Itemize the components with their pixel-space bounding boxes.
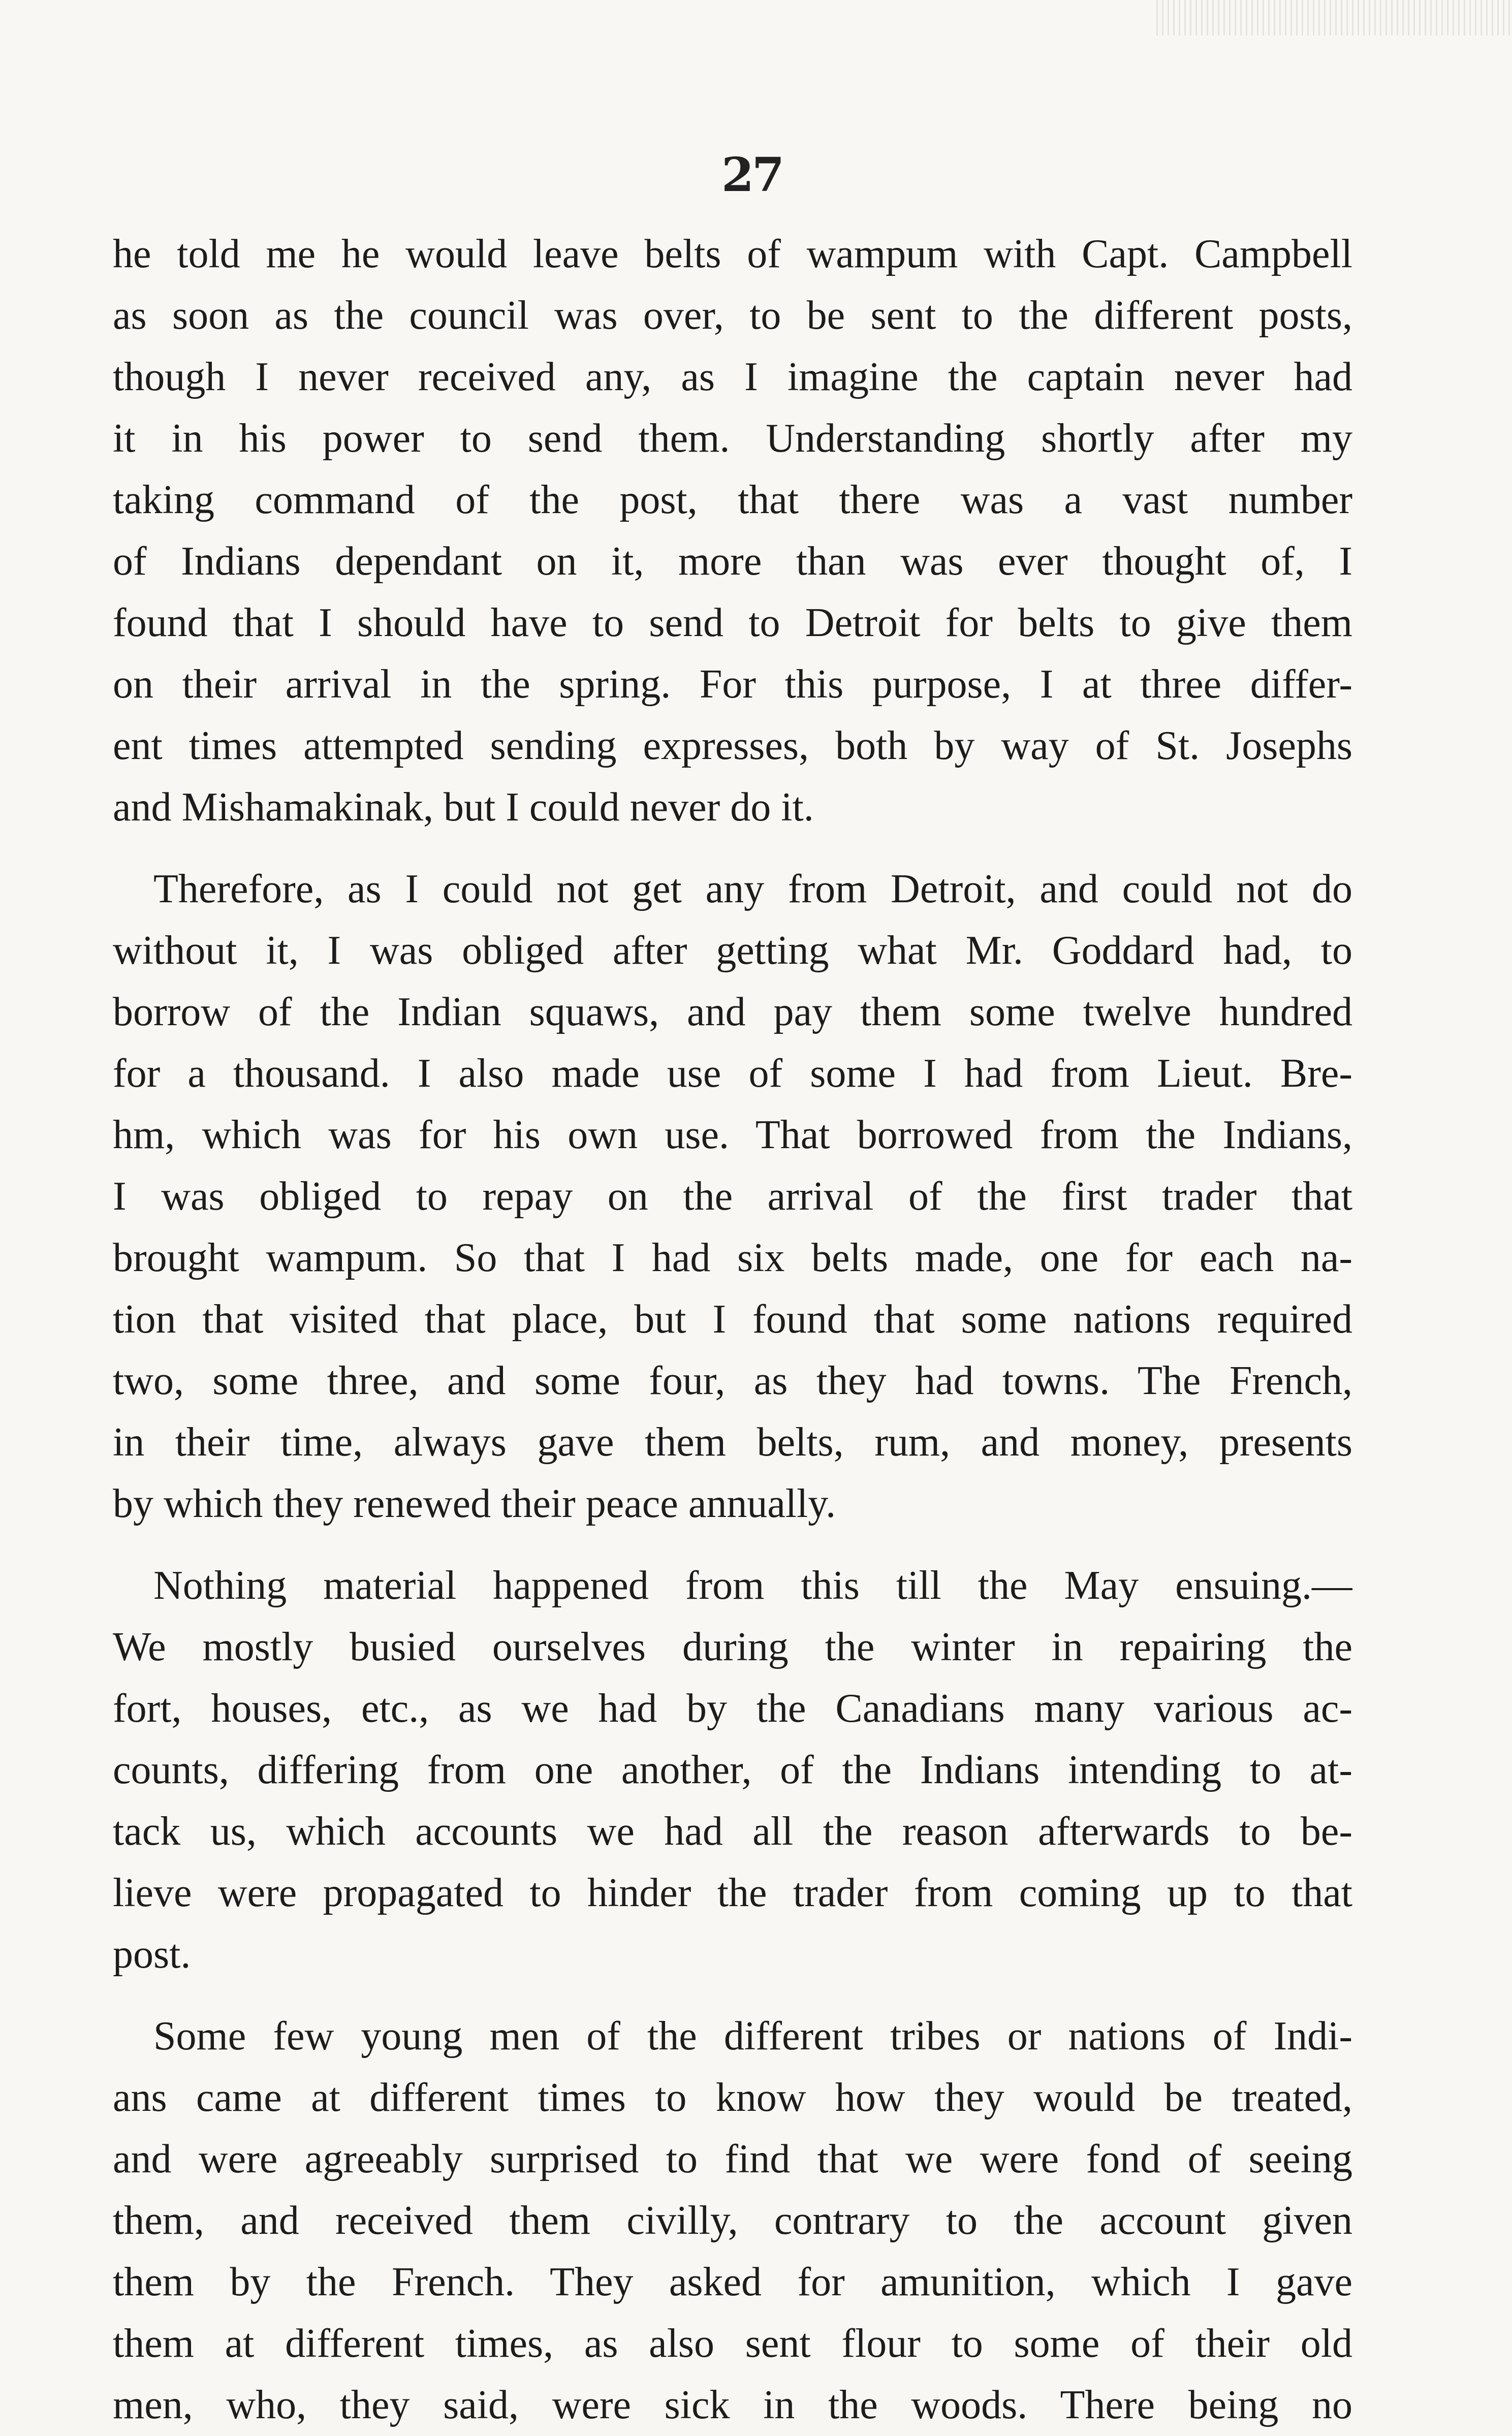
text-line: tack us, which accounts we had all the reason afterwards to be- bbox=[113, 1809, 1352, 1854]
text-line: them at different times, as also sent flour to some of their old bbox=[113, 2321, 1352, 2366]
paragraph bbox=[113, 2006, 1352, 2436]
text-line: Nothing material happened from this till the May ensuing.— bbox=[153, 1563, 1352, 1608]
text-line: them, and received them civilly, contrary to the account given bbox=[113, 2198, 1352, 2243]
text-line: by which they renewed their peace annually. bbox=[113, 1481, 836, 1526]
paragraph bbox=[113, 1555, 1352, 1985]
text-line: he told me he would leave belts of wampum with Capt. Campbell bbox=[113, 232, 1352, 276]
text-line: and Mishamakinak, but I could never do it. bbox=[113, 785, 814, 830]
text-line: Therefore, as I could not get any from Detroit, and could not do bbox=[153, 867, 1352, 911]
paragraph-gap bbox=[113, 1535, 1352, 1555]
text-line: for a thousand. I also made use of some I had from Lieut. Bre- bbox=[113, 1051, 1352, 1096]
text-line: lieve were propagated to hinder the trader from coming up to that bbox=[113, 1871, 1352, 1915]
text-line: on their arrival in the spring. For this purpose, I at three differ- bbox=[113, 662, 1352, 707]
text-line: two, some three, and some four, as they had towns. The French, bbox=[113, 1358, 1352, 1403]
text-line: We mostly busied ourselves during the winter in repairing the bbox=[113, 1625, 1352, 1669]
body-text bbox=[113, 224, 1352, 2427]
text-line: post. bbox=[113, 1932, 191, 1977]
text-line: brought wampum. So that I had six belts made, one for each na- bbox=[113, 1236, 1352, 1280]
text-line: though I never received any, as I imagine the captain never had bbox=[113, 355, 1352, 399]
text-line: fort, houses, etc., as we had by the Canadians many various ac- bbox=[113, 1686, 1352, 1731]
text-line: and were agreeably surprised to find that we were fond of seeing bbox=[113, 2137, 1352, 2181]
text-line: of Indians dependant on it, more than was ever thought of, I bbox=[113, 539, 1352, 584]
text-line: ent times attempted sending expresses, both by way of St. Josephs bbox=[113, 723, 1352, 768]
text-line: counts, differing from one another, of the Indians intending to at- bbox=[113, 1748, 1352, 1792]
text-line: men, who, they said, were sick in the woods. There being no bbox=[113, 2383, 1352, 2427]
text-line: hm, which was for his own use. That borrowed from the Indians, bbox=[113, 1113, 1352, 1157]
paragraph bbox=[113, 859, 1352, 1535]
text-line: found that I should have to send to Detroit for belts to give them bbox=[113, 600, 1352, 645]
text-line: tion that visited that place, but I found that some nations required bbox=[113, 1297, 1352, 1342]
text-line: I was obliged to repay on the arrival of the first trader that bbox=[113, 1174, 1352, 1219]
page-number: 27 bbox=[721, 147, 783, 202]
text-line: them by the French. They asked for amunition, which I gave bbox=[113, 2260, 1352, 2304]
paragraph bbox=[113, 224, 1352, 838]
text-line: in their time, always gave them belts, rum, and money, presents bbox=[113, 1420, 1352, 1465]
scan-speckle bbox=[1156, 0, 1512, 36]
paragraph-gap bbox=[113, 1985, 1352, 2006]
text-line: Some few young men of the different tribes or nations of Indi- bbox=[153, 2014, 1352, 2059]
text-line: taking command of the post, that there was a vast number bbox=[113, 478, 1352, 522]
text-line: without it, I was obliged after getting what Mr. Goddard had, to bbox=[113, 928, 1352, 973]
text-line: it in his power to send them. Understanding shortly after my bbox=[113, 416, 1352, 461]
text-line: borrow of the Indian squaws, and pay them some twelve hundred bbox=[113, 990, 1352, 1034]
paragraph-gap bbox=[113, 838, 1352, 859]
text-line: ans came at different times to know how they would be treated, bbox=[113, 2075, 1352, 2120]
text-line: as soon as the council was over, to be sent to the different posts, bbox=[113, 293, 1352, 338]
